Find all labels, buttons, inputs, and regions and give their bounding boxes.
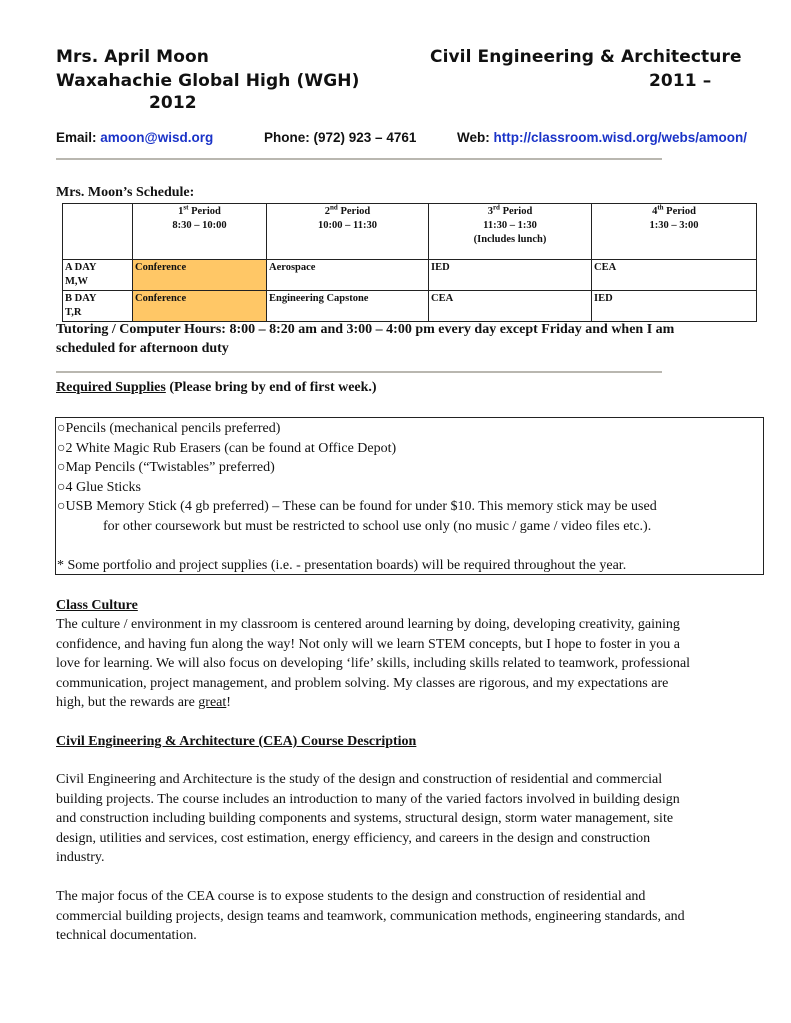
supply-item: ○4 Glue Sticks bbox=[57, 479, 141, 495]
supply-item: ○Pencils (mechanical pencils preferred) bbox=[57, 421, 281, 436]
period-4-header bbox=[592, 204, 757, 260]
divider bbox=[56, 371, 662, 373]
period-time: 10:00 – 11:30 bbox=[318, 220, 377, 231]
class-culture-body bbox=[56, 615, 776, 713]
tutoring-line-1: Tutoring / Computer Hours: 8:00 – 8:20 am and 3:00 – 4:00 pm every day except Friday and when I am bbox=[56, 322, 675, 337]
supplies-footnote: * Some portfolio and project supplies (i.e. - presentation boards) will be required throughout the year. bbox=[57, 557, 627, 573]
paragraph-line: commercial building projects, design teams and teamwork, communication methods, engineering standards, and bbox=[56, 908, 685, 924]
course-description-heading: Civil Engineering & Architecture (CEA) Course Description bbox=[56, 734, 417, 749]
day-label bbox=[63, 291, 133, 322]
schedule-row-a-day bbox=[63, 260, 757, 291]
period-suffix: nd bbox=[330, 203, 338, 212]
school-name: Waxahachie Global High (WGH) bbox=[56, 71, 360, 91]
web-label: Web: bbox=[457, 130, 490, 145]
supply-item-continued: for other coursework but must be restricted to school use only (no music / game / video files etc.). bbox=[103, 518, 652, 534]
period-note: (Includes lunch) bbox=[473, 234, 547, 245]
period-time: 8:30 – 10:00 bbox=[172, 220, 227, 231]
schedule-cell-conference: Conference bbox=[133, 291, 267, 322]
paragraph-line: design, utilities and services, cost estimation, energy efficiency, and careers in the design and construction bbox=[56, 830, 651, 846]
paragraph-line: The major focus of the CEA course is to expose students to the design and construction of residential and bbox=[56, 889, 646, 904]
schedule-cell: IED bbox=[592, 291, 757, 322]
period-suffix: st bbox=[183, 203, 189, 212]
paragraph-line: industry. bbox=[56, 850, 105, 865]
period-suffix: rd bbox=[492, 203, 500, 212]
email-row bbox=[56, 130, 213, 145]
schedule-title: Mrs. Moon’s Schedule: bbox=[56, 185, 195, 200]
paragraph-line: technical documentation. bbox=[56, 928, 197, 943]
school-year-start: 2011 – bbox=[649, 71, 712, 91]
course-description-para-1 bbox=[56, 770, 776, 868]
schedule-cell: CEA bbox=[429, 291, 592, 322]
course-description-para-2 bbox=[56, 887, 776, 946]
schedule-corner-cell bbox=[63, 204, 133, 260]
period-number: 3 bbox=[487, 206, 493, 217]
web-link[interactable]: http://classroom.wisd.org/webs/amoon/ bbox=[493, 130, 748, 145]
emphasized-word: great bbox=[198, 695, 227, 710]
schedule-cell-conference: Conference bbox=[133, 260, 267, 291]
schedule-cell: Engineering Capstone bbox=[267, 291, 429, 322]
schedule-cell: IED bbox=[429, 260, 592, 291]
phone-number: (972) 923 – 4761 bbox=[313, 130, 417, 145]
school-year-end: 2012 bbox=[149, 93, 197, 113]
course-title: Civil Engineering & Architecture bbox=[430, 47, 742, 67]
paragraph-line: love for learning. We will also focus on developing ‘life’ skills, including skills related to teamwork, professional bbox=[56, 656, 691, 671]
schedule-table bbox=[62, 203, 757, 322]
day-letters: T,R bbox=[65, 307, 82, 318]
paragraph-line: and construction including building components and systems, structural design, storm water management, site bbox=[56, 811, 674, 826]
text-segment: ! bbox=[226, 695, 231, 710]
period-word: Period bbox=[340, 206, 371, 217]
supplies-heading-row bbox=[56, 378, 377, 398]
period-1-header bbox=[133, 204, 267, 260]
supply-item: ○USB Memory Stick (4 gb preferred) – These can be found for under $10. This memory stick may be used bbox=[57, 499, 657, 514]
spacer bbox=[56, 536, 763, 556]
paragraph-line: The culture / environment in my classroom is centered around learning by doing, developing creativity, gaining bbox=[56, 617, 680, 632]
supplies-heading: Required Supplies bbox=[56, 380, 166, 395]
text-segment: high, but the rewards are bbox=[56, 695, 199, 710]
day-name: B DAY bbox=[65, 293, 97, 304]
supplies-box bbox=[55, 417, 764, 575]
day-label bbox=[63, 260, 133, 291]
phone-label: Phone: bbox=[264, 130, 310, 145]
period-number: 4 bbox=[652, 206, 658, 217]
phone-row bbox=[264, 130, 416, 145]
period-time: 11:30 – 1:30 bbox=[483, 220, 537, 231]
paragraph-line bbox=[56, 693, 776, 713]
schedule-cell: Aerospace bbox=[267, 260, 429, 291]
period-3-header bbox=[429, 204, 592, 260]
period-word: Period bbox=[502, 206, 533, 217]
paragraph-line: communication, project management, and problem solving. My classes are rigorous, and my expectations are bbox=[56, 675, 669, 691]
supply-item: ○Map Pencils (“Twistables” preferred) bbox=[57, 460, 275, 475]
period-number: 2 bbox=[324, 206, 331, 217]
tutoring-line-2: scheduled for afternoon duty bbox=[56, 341, 229, 356]
day-name: A DAY bbox=[65, 262, 97, 273]
paragraph-line: confidence, and having fun along the way! Not only will we learn STEM concepts, but I hope to foster in you a bbox=[56, 636, 681, 652]
schedule-header-row bbox=[63, 204, 757, 260]
period-number: 1 bbox=[178, 206, 184, 217]
divider bbox=[56, 158, 662, 160]
supplies-heading-note: (Please bring by end of first week.) bbox=[165, 380, 377, 395]
web-row bbox=[457, 130, 747, 145]
period-word: Period bbox=[666, 206, 696, 217]
schedule-cell: CEA bbox=[592, 260, 757, 291]
period-time: 1:30 – 3:00 bbox=[649, 220, 699, 231]
schedule-row-b-day bbox=[63, 291, 757, 322]
email-link[interactable]: amoon@wisd.org bbox=[100, 130, 214, 145]
period-2-header bbox=[267, 204, 429, 260]
period-suffix: th bbox=[657, 203, 664, 212]
class-culture-heading: Class Culture bbox=[56, 598, 138, 613]
paragraph-line: building projects. The course includes an introduction to many of the varied factors involved in building design bbox=[56, 791, 680, 807]
teacher-name: Mrs. April Moon bbox=[56, 47, 209, 67]
period-word: Period bbox=[191, 206, 221, 217]
day-letters: M,W bbox=[65, 276, 89, 287]
email-label: Email: bbox=[56, 130, 97, 145]
supply-item: ○2 White Magic Rub Erasers (can be found at Office Depot) bbox=[57, 440, 397, 456]
paragraph-line: Civil Engineering and Architecture is the study of the design and construction of residential and commercial bbox=[56, 772, 663, 787]
